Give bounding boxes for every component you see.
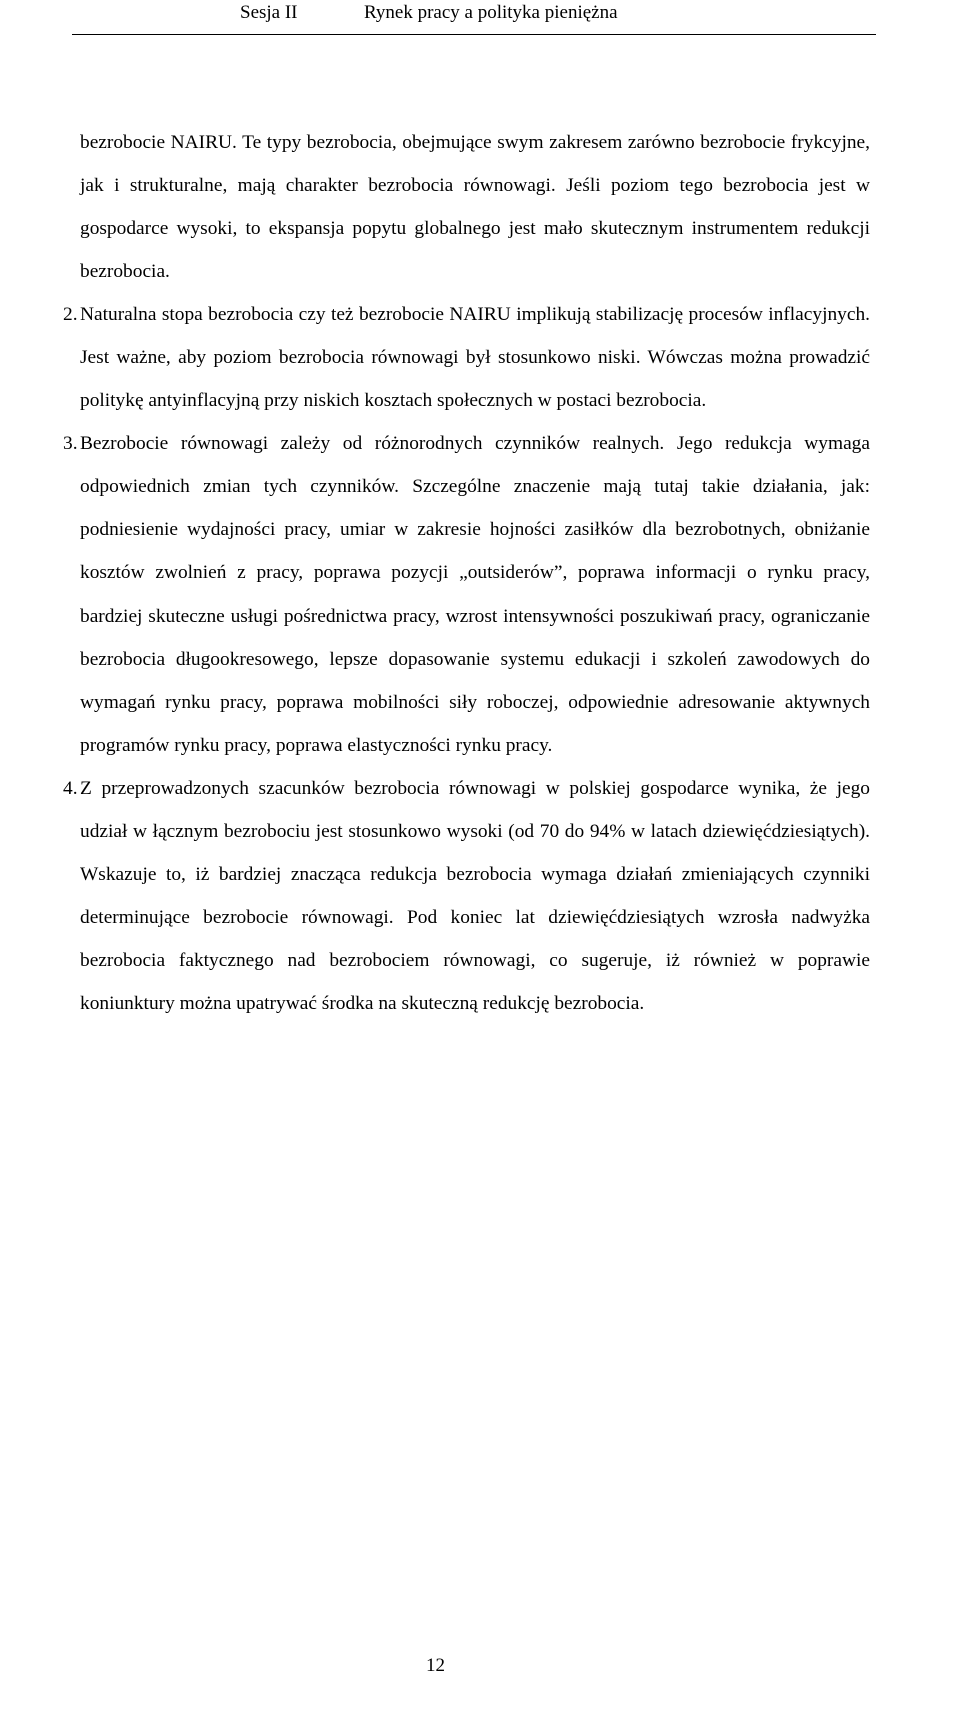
item-text: Bezrobocie równowagi zależy od różnorodnych czynników realnych. Jego redukcja wymaga odpowiednich zmian tych czynników. Szczególne znaczenie mają tutaj takie działania, jak: podniesienie wydajności pracy, umiar w zakresie hojności zasiłków dla bezrobotnych, obniżanie kosztów zwolnień z pracy, poprawa pozycji „outsiderów”, poprawa informacji o rynku pracy, bardziej skuteczne usługi pośrednictwa pracy, wzrost intensywności poszukiwań pracy, ograniczanie bezrobocia długookresowego, lepsze dopasowanie systemu edukacji i szkoleń zawodowych do wymagań rynku pracy, poprawa mobilności siły roboczej, odpowiednie adresowanie aktywnych programów rynku pracy, poprawa elastyczności rynku pracy.	[80, 433, 870, 756]
running-header	[72, 0, 876, 35]
page-number-text: 12	[426, 1655, 445, 1676]
body-text	[63, 121, 870, 1025]
list-item	[63, 422, 870, 766]
item-number: 4.	[63, 777, 78, 799]
header-session: Sesja II	[240, 2, 298, 23]
item-number: 3.	[63, 433, 78, 455]
list-item	[63, 293, 870, 422]
item-text: Z przeprowadzonych szacunków bezrobocia równowagi w polskiej gospodarce wynika, że jego udział w łącznym bezrobociu jest stosunkowo wysoki (od 70 do 94% w latach dziewięćdziesiątych). Wskazuje to, iż bardziej znacząca redukcja bezrobocia wymaga działań zmieniających czynniki determinujące bezrobocie równowagi. Pod koniec lat dziewięćdziesiątych wzrosła nadwyżka bezrobocia faktycznego nad bezrobociem równowagi, co sugeruje, iż również w poprawie koniunktury można upatrywać środka na skuteczną redukcję bezrobocia.	[80, 777, 870, 1014]
header-title: Rynek pracy a polityka pieniężna	[364, 2, 618, 23]
intro-paragraph: bezrobocie NAIRU. Te typy bezrobocia, obejmujące swym zakresem zarówno bezrobocie frykcyjne, jak i strukturalne, mają charakter bezrobocia równowagi. Jeśli poziom tego bezrobocia jest w gospodarce wysoki, to ekspansja popytu globalnego jest mało skutecznym instrumentem redukcji bezrobocia.	[80, 132, 870, 283]
list-item	[63, 767, 870, 1025]
item-number: 2.	[63, 304, 78, 326]
item-text: Naturalna stopa bezrobocia czy też bezrobocie NAIRU implikują stabilizację procesów inflacyjnych. Jest ważne, aby poziom bezrobocia równowagi był stosunkowo niski. Wówczas można prowadzić politykę antyinflacyjną przy niskich kosztach społecznych w postaci bezrobocia.	[80, 304, 870, 412]
